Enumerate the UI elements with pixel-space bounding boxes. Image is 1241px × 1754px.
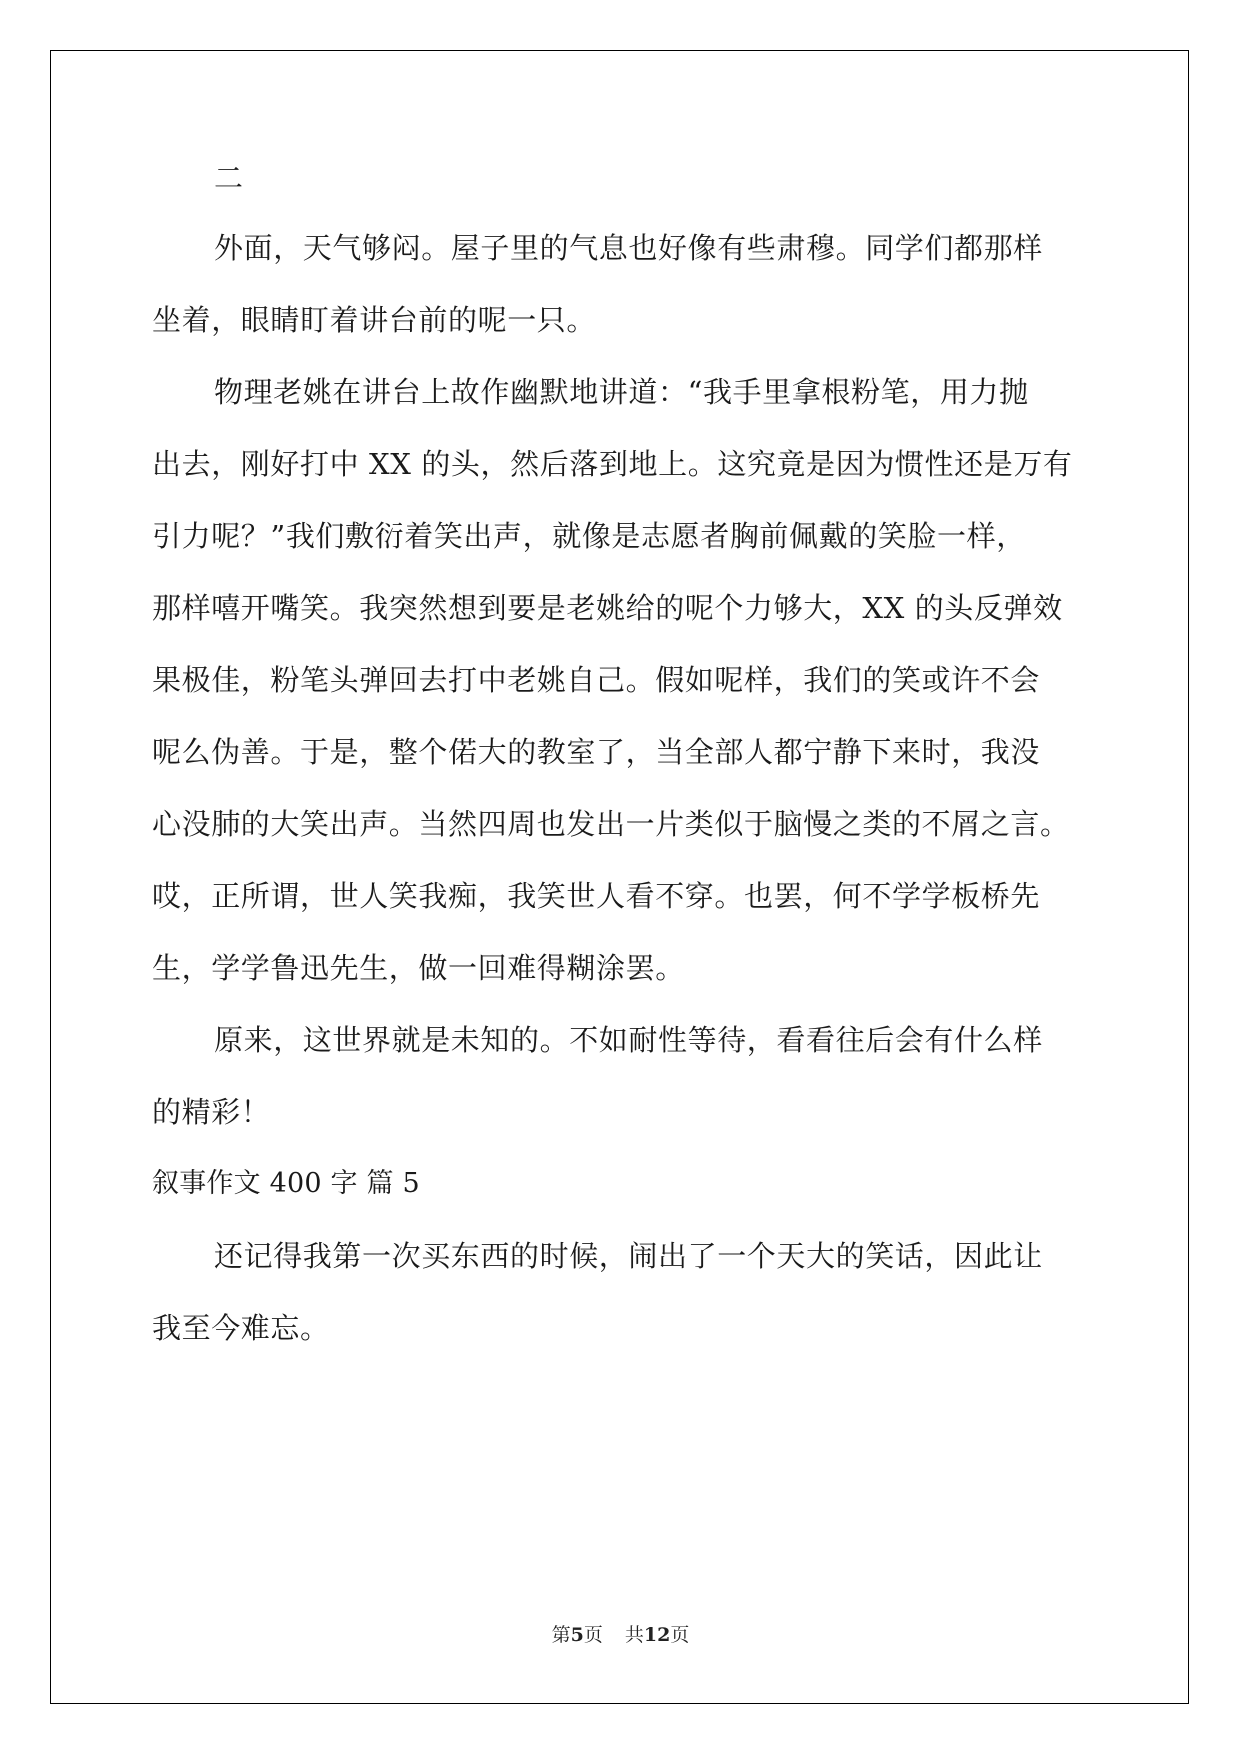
footer-page-prefix: 第 xyxy=(551,1624,571,1646)
paragraph-line: 心没肺的大笑出声。当然四周也发出一片类似于脑慢之类的不屑之言。 xyxy=(152,807,1070,841)
section-heading: 叙事作文 400 字 篇 5 xyxy=(152,1168,420,1199)
paragraph-line: 生，学学鲁迅先生，做一回难得糊涂罢。 xyxy=(152,951,685,985)
paragraph-line: 呢么伪善。于是，整个偌大的教室了，当全部人都宁静下来时，我没 xyxy=(152,735,1041,769)
paragraph-line: 引力呢？”我们敷衍着笑出声，就像是志愿者胸前佩戴的笑脸一样， xyxy=(152,519,1026,553)
paragraph-line: 我至今难忘。 xyxy=(152,1311,330,1345)
footer-total-prefix: 共 xyxy=(624,1624,644,1646)
paragraph-line: 还记得我第一次买东西的时候，闹出了一个天大的笑话，因此让 xyxy=(214,1239,1043,1273)
footer-total-suffix: 页 xyxy=(670,1624,690,1646)
footer-total-pages: 12 xyxy=(643,1624,671,1646)
paragraph-line: 的精彩！ xyxy=(152,1095,271,1129)
paragraph-line: 外面，天气够闷。屋子里的气息也好像有些肃穆。同学们都那样 xyxy=(214,231,1043,265)
paragraph-line: 原来，这世界就是未知的。不如耐性等待，看看往后会有什么样 xyxy=(214,1023,1043,1057)
paragraph-line: 二 xyxy=(214,161,244,195)
footer-page-suffix: 页 xyxy=(583,1624,603,1646)
paragraph-line: 物理老姚在讲台上故作幽默地讲道：“我手里拿根粉笔，用力抛 xyxy=(214,375,1029,409)
paragraph-line: 果极佳，粉笔头弹回去打中老姚自己。假如呢样，我们的笑或许不会 xyxy=(152,663,1041,697)
paragraph-line: 坐着，眼睛盯着讲台前的呢一只。 xyxy=(152,303,597,337)
paragraph-line: 出去，刚好打中 XX 的头，然后落到地上。这究竟是因为惯性还是万有 xyxy=(152,447,1073,481)
page-footer xyxy=(0,1620,1241,1647)
footer-page-number: 5 xyxy=(570,1624,584,1646)
paragraph-line: 那样嘻开嘴笑。我突然想到要是老姚给的呢个力够大，XX 的头反弹效 xyxy=(152,591,1063,625)
paragraph-line: 哎，正所谓，世人笑我痴，我笑世人看不穿。也罢，何不学学板桥先 xyxy=(152,879,1041,913)
